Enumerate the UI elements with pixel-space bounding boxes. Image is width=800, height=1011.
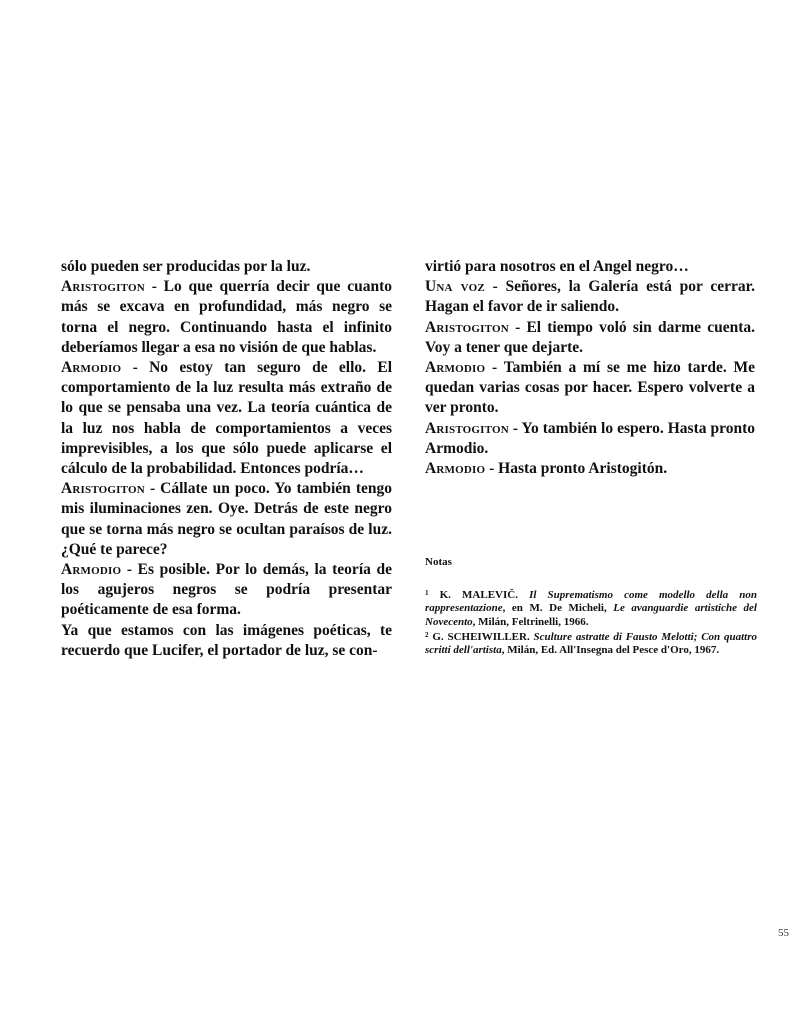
speaker-name: Aristogiton xyxy=(61,480,145,498)
footnote-title: Il Suprematismo come modello della non rappresentazione xyxy=(425,589,758,615)
footnote-publication: , Milán, Feltrinelli, 1966. xyxy=(472,615,589,628)
footnote-author: G. SCHEIWILLER. xyxy=(432,630,530,643)
speaker-name: Armodio xyxy=(61,359,122,377)
footnote xyxy=(425,587,757,629)
dialogue-paragraph xyxy=(425,257,755,277)
notes-list xyxy=(425,587,757,657)
dialogue-text: sólo pueden ser producidas por la luz. xyxy=(61,258,311,275)
dialogue-paragraph xyxy=(61,479,392,560)
dialogue-text: - Es posible. Por lo demás, la teoría de los agujeros negros se podría presentar poéticamente de esa forma. xyxy=(61,561,392,619)
left-column xyxy=(61,257,392,661)
footnote-publication: , en M. De Micheli, xyxy=(502,602,614,615)
dialogue-paragraph xyxy=(61,560,392,621)
footnote-title: Le avanguardie artistiche del Novecento xyxy=(425,602,757,628)
page-number: 55 xyxy=(778,927,789,939)
dialogue-text: - Yo también lo espero. Hasta pronto Armodio. xyxy=(425,419,755,457)
dialogue-paragraph xyxy=(425,277,755,317)
footnote-number: 1 xyxy=(425,589,429,597)
dialogue-text: Ya que estamos con las imágenes poéticas, te recuerdo que Lucifer, el portador de luz, se con- xyxy=(61,621,392,659)
dialogue-text: - También a mí se me hizo tarde. Me quedan varias cosas por hacer. Espero volverte a ver pronto. xyxy=(425,359,755,417)
speaker-name: Aristogiton xyxy=(425,318,509,336)
right-column xyxy=(425,257,755,479)
footnote-publication: , Milán, Ed. All'Insegna del Pesce d'Oro, 1967. xyxy=(501,644,720,657)
dialogue-paragraph xyxy=(425,358,755,419)
dialogue-paragraph xyxy=(425,459,755,479)
dialogue-paragraph xyxy=(425,318,755,358)
speaker-name: Armodio xyxy=(425,460,486,478)
speaker-name: Armodio xyxy=(425,359,486,377)
speaker-name: Aristogiton xyxy=(425,419,509,437)
footnote xyxy=(425,629,757,658)
dialogue-text: - Señores, la Galería está por cerrar. Hagan el favor de ir saliendo. xyxy=(425,278,756,316)
dialogue-text: - Hasta pronto Aristogitón. xyxy=(485,460,668,478)
speaker-name: Armodio xyxy=(61,561,122,579)
dialogue-text: - No estoy tan seguro de ello. El comportamiento de la luz resulta más extraño de lo que se pensaba una vez. La teoría cuántica de la luz nos habla de comportamientos a veces imprevisibles, a los que sólo puede aplicarse el cálculo de la probabilidad. Entonces podría… xyxy=(61,359,392,478)
dialogue-text: virtió para nosotros en el Angel negro… xyxy=(425,258,689,275)
dialogue-text: - Lo que querría decir que cuanto más se excava en profundidad, más negro se torna el negro. Continuando hasta el infinito deberíamos llegar a esa no visión de que hablas. xyxy=(61,278,392,356)
speaker-name: Una voz xyxy=(425,278,485,296)
dialogue-paragraph xyxy=(61,358,392,479)
dialogue-paragraph xyxy=(61,257,392,277)
dialogue-paragraph xyxy=(61,277,392,358)
footnote-title: Sculture astratte di Fausto Melotti; Con quattro scritti dell'artista xyxy=(425,630,758,657)
footnote-author: K. MALEVIČ. xyxy=(439,589,518,601)
dialogue-text: - El tiempo voló sin darme cuenta. Voy a tener que dejarte. xyxy=(425,318,755,356)
dialogue-text: - Cállate un poco. Yo también tengo mis iluminaciones zen. Oye. Detrás de este negro que se torna más negro se ocultan paraísos de luz. ¿Qué te parece? xyxy=(61,480,392,558)
dialogue-paragraph xyxy=(61,621,392,661)
notes-title: Notas xyxy=(425,556,452,568)
footnote-number: 2 xyxy=(425,630,429,639)
dialogue-paragraph xyxy=(425,419,755,459)
speaker-name: Aristogiton xyxy=(61,278,145,296)
